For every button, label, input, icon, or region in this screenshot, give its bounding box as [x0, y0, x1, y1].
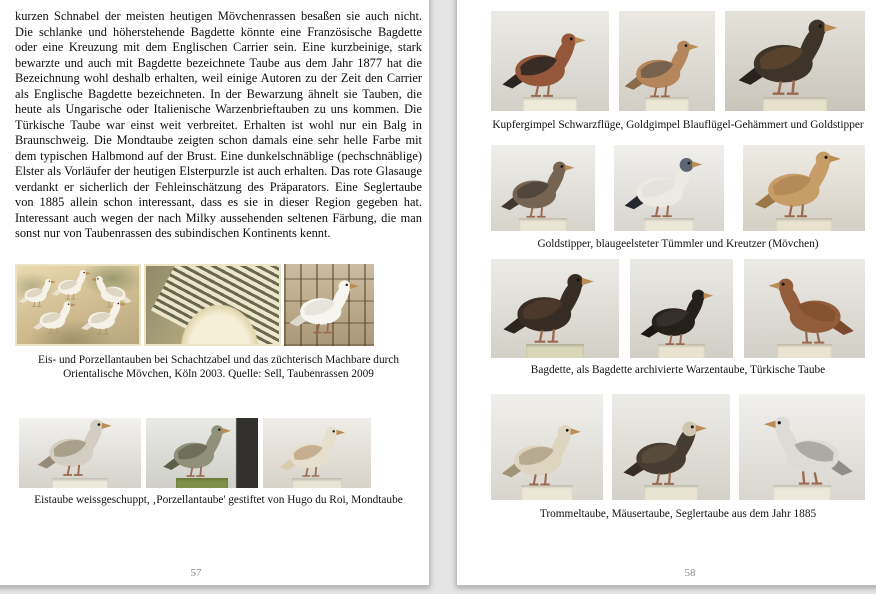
photo-goldstipper — [491, 145, 595, 231]
pigeon-icon — [500, 419, 594, 492]
pigeon-icon — [623, 152, 715, 224]
pigeon-icon — [36, 418, 124, 483]
figure-caption: Trommeltaube, Mäusertaube, Seglertaube aus dem Jahr 1885 — [539, 507, 817, 520]
photo-maeusertaube — [612, 394, 730, 500]
document-page-57 — [0, 0, 430, 586]
figure-row-bagdette — [491, 259, 865, 358]
page-number-58: 58 — [684, 567, 696, 579]
photo-bagdette — [491, 259, 619, 358]
photo-warzentaube — [630, 259, 733, 358]
pigeon-icon — [500, 27, 599, 104]
pigeon-icon — [749, 410, 855, 493]
page-58-content — [491, 11, 865, 521]
figure-row-trommeltaube — [491, 394, 865, 500]
photo-mondtaube — [263, 418, 371, 488]
photo-eistaube — [19, 418, 141, 488]
photo-seglertaube — [739, 394, 865, 500]
pigeon-icon — [623, 35, 711, 104]
figure-caption: Eistaube weissgeschuppt, ‚Porzellantaube' gestiftet von Hugo du Roi, Mondtaube — [34, 493, 403, 506]
figure-caption: Kupfergimpel Schwarzflüge, Goldgimpel Blauflügel-Gehämmert und Goldstipper — [492, 119, 864, 131]
pigeon-icon — [32, 298, 83, 338]
painting-fluegel-detail — [144, 264, 281, 346]
photo-porzellantaube — [146, 418, 258, 488]
photo-blaugeelsteter-tuemmler — [614, 145, 724, 231]
figure-row-gimpel — [491, 11, 865, 111]
photo-kupfergimpel — [491, 11, 609, 111]
photo-goldgimpel — [619, 11, 715, 111]
page-number-57: 57 — [190, 567, 202, 579]
photo-trommeltaube — [491, 394, 603, 500]
pigeon-icon — [278, 422, 356, 483]
pigeon-icon — [754, 272, 856, 351]
document-page-58 — [456, 0, 876, 586]
pigeon-icon — [499, 156, 586, 224]
photo-tuerkische-taube — [744, 259, 865, 358]
figure-caption: Goldstipper, blaugeelsteter Tümmler und Kreutzer (Mövchen) — [537, 237, 819, 250]
pigeon-icon — [288, 275, 371, 340]
pigeon-icon — [80, 297, 134, 339]
photo-orientalisches-moevchen — [284, 264, 374, 346]
pigeon-icon — [753, 145, 855, 225]
pigeon-icon — [638, 284, 725, 351]
figure-caption: Bagdette, als Bagdette archivierte Warzentaube, Türkische Taube — [530, 364, 826, 376]
figure-row-tuemmler — [491, 145, 865, 231]
pigeon-icon — [621, 415, 720, 492]
pigeon-icon — [162, 420, 243, 483]
photo-goldstipper-dunkel — [725, 11, 865, 111]
figure-row-praeparate — [19, 418, 422, 488]
feather-fan — [181, 305, 258, 346]
photo-kreutzer-moevchen — [743, 145, 865, 231]
pigeon-icon — [501, 267, 609, 351]
body-paragraph: kurzen Schnabel der meisten heutigen Mövchenrassen besaßen sie auch nicht. Die schlanke und höherstehende Bagdette könnte eine Französische Bagdette oder eine Kreuzung mit dem Englischen Carrier sein. Eine kurzbeinige, stark bewarzte und auch mit Bagdette bezeichnete Taube aus dem Jahr 1877 hat die Bezeichnung wohl deshalb erhalten, weil einige Autoren zu der Zeit den Carrier als Englische Bagdette bezeichneten. In der Bewarzung ähnelt sie Tauben, die heute als Ungarische oder Italienische Warzenbrieftauben zu uns kommen. Die Türkische Taube war einst weit verbreitet. Erhalten ist wohl nur ein Balg in Braunschweig. Die Mondtaube zeigten schon damals eine sehr helle Farbe mit dem typischen Halbmond auf der Brust. Eine dunkelschnäblige (pechschnäblige) Elster als Vorläufer der heutigen Elsterpurzle ist auch erhalten. Das rote Glasauge verdankt er sicherlich der Fehleinschätzung des Präparators. Eine Seglertaube von 1885 allein schon interessant, dass es sie in dieser Region gegeben hat. Interessant auch wegen der nach Milky aussehenden seltenen Färbung, die man sonst nur von Taubenrassen des subindischen Kontinents kennt. — [15, 9, 422, 240]
figure-row-schachtzabel — [15, 264, 422, 346]
painting-eis-porzellantauben — [15, 264, 141, 346]
figure-caption: Eis- und Porzellantauben bei Schachtzabel und das züchterisch Machbare durch Orientalische Mövchen, Köln 2003. Quelle: Sell, Taubenrassen 2009 — [37, 353, 400, 380]
page-57-content — [15, 9, 422, 507]
pigeon-icon — [736, 12, 854, 104]
